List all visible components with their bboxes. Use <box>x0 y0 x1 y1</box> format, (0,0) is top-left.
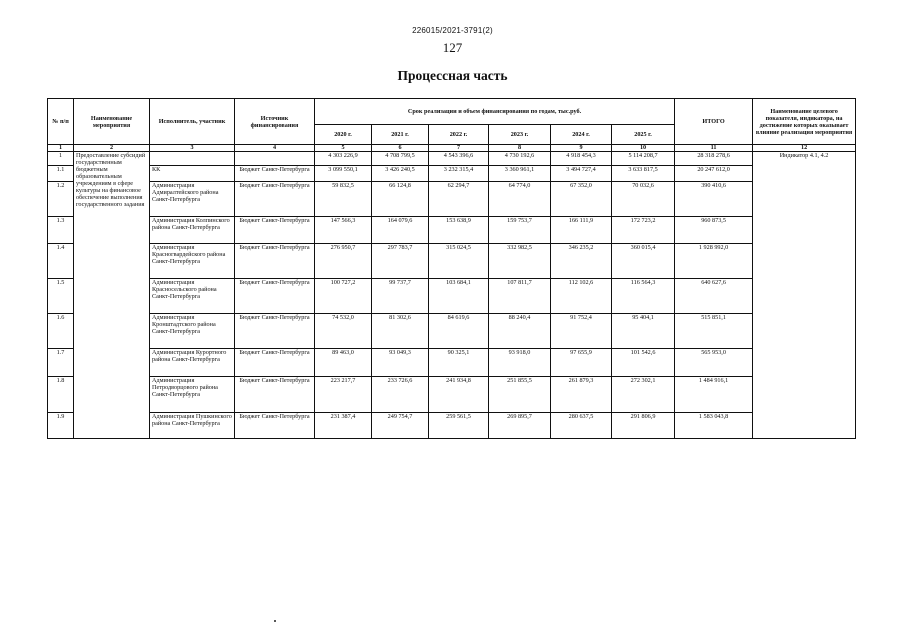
scan-speck <box>274 620 276 622</box>
row-executor: Администрация Адмиралтейского района Санкт-Петербурга <box>150 182 235 217</box>
value-total: 1 928 992,0 <box>675 244 753 279</box>
row-executor: Администрация Пушкинского района Санкт-Петербурга <box>150 413 235 439</box>
column-number: 4 <box>235 145 315 152</box>
row-executor: Администрация Колпинского района Санкт-Петербурга <box>150 217 235 244</box>
header-num: № п/п <box>48 99 74 145</box>
column-number: 6 <box>372 145 429 152</box>
row-number: 1.7 <box>48 349 74 377</box>
value-2020: 74 532,0 <box>315 314 372 349</box>
row-number: 1.1 <box>48 166 74 182</box>
value-2024: 3 494 727,4 <box>551 166 612 182</box>
value-2020: 231 387,4 <box>315 413 372 439</box>
value-2020: 4 303 226,9 <box>315 152 372 166</box>
row-source: Бюджет Санкт-Петербурга <box>235 349 315 377</box>
value-2020: 147 566,3 <box>315 217 372 244</box>
header-total: ИТОГО <box>675 99 753 145</box>
value-2025: 172 723,2 <box>612 217 675 244</box>
value-2020: 3 099 550,1 <box>315 166 372 182</box>
value-2023: 4 730 192,6 <box>489 152 551 166</box>
header-year: 2022 г. <box>429 125 489 145</box>
financing-table <box>47 98 856 439</box>
value-2024: 91 752,4 <box>551 314 612 349</box>
page-title: Процессная часть <box>397 68 508 83</box>
value-2025: 116 564,3 <box>612 279 675 314</box>
value-2021: 4 708 799,5 <box>372 152 429 166</box>
value-2025: 101 542,6 <box>612 349 675 377</box>
column-number: 5 <box>315 145 372 152</box>
value-2020: 223 217,7 <box>315 377 372 413</box>
value-2022: 4 543 396,6 <box>429 152 489 166</box>
row-source <box>235 152 315 166</box>
row-executor <box>150 152 235 166</box>
value-2021: 3 426 240,5 <box>372 166 429 182</box>
value-2025: 272 302,1 <box>612 377 675 413</box>
table-row <box>48 244 856 279</box>
value-2023: 269 895,7 <box>489 413 551 439</box>
header-period-group: Срок реализации и объем финансирования по годам, тыс.руб. <box>315 99 675 125</box>
value-total: 1 583 043,8 <box>675 413 753 439</box>
table-row <box>48 182 856 217</box>
row-source: Бюджет Санкт-Петербурга <box>235 279 315 314</box>
value-2022: 103 684,1 <box>429 279 489 314</box>
value-2023: 93 918,0 <box>489 349 551 377</box>
value-2025: 291 806,9 <box>612 413 675 439</box>
header-year: 2023 г. <box>489 125 551 145</box>
value-2020: 89 463,0 <box>315 349 372 377</box>
row-number: 1.4 <box>48 244 74 279</box>
value-2020: 59 832,5 <box>315 182 372 217</box>
value-2024: 97 655,9 <box>551 349 612 377</box>
table-row <box>48 349 856 377</box>
value-2025: 3 633 817,5 <box>612 166 675 182</box>
value-2022: 153 638,9 <box>429 217 489 244</box>
row-number: 1.6 <box>48 314 74 349</box>
column-number: 11 <box>675 145 753 152</box>
value-total: 515 851,1 <box>675 314 753 349</box>
value-2022: 84 619,6 <box>429 314 489 349</box>
indicator-cell: Индикатор 4.1, 4.2 <box>753 152 856 439</box>
value-2021: 66 124,8 <box>372 182 429 217</box>
value-total: 28 318 278,6 <box>675 152 753 166</box>
page-number: 127 <box>442 40 463 55</box>
value-2022: 259 561,5 <box>429 413 489 439</box>
value-2021: 233 726,6 <box>372 377 429 413</box>
table-row <box>48 314 856 349</box>
value-2023: 3 360 961,1 <box>489 166 551 182</box>
value-2023: 251 855,5 <box>489 377 551 413</box>
value-2022: 315 024,5 <box>429 244 489 279</box>
row-executor: Администрация Петродворцового района Санкт-Петербурга <box>150 377 235 413</box>
value-2020: 100 727,2 <box>315 279 372 314</box>
value-2022: 90 325,1 <box>429 349 489 377</box>
row-executor: КК <box>150 166 235 182</box>
header-executor: Исполнитель, участник <box>150 99 235 145</box>
value-total: 565 953,0 <box>675 349 753 377</box>
value-2021: 93 049,3 <box>372 349 429 377</box>
header-year: 2025 г. <box>612 125 675 145</box>
value-2020: 276 950,7 <box>315 244 372 279</box>
value-2025: 70 032,6 <box>612 182 675 217</box>
row-executor: Администрация Кронштадтского района Санкт-Петербурга <box>150 314 235 349</box>
value-2023: 107 811,7 <box>489 279 551 314</box>
row-source: Бюджет Санкт-Петербурга <box>235 377 315 413</box>
row-executor: Администрация Красносельского района Санкт-Петербурга <box>150 279 235 314</box>
value-2023: 64 774,0 <box>489 182 551 217</box>
column-number: 7 <box>429 145 489 152</box>
column-number: 1 <box>48 145 74 152</box>
row-source: Бюджет Санкт-Петербурга <box>235 244 315 279</box>
row-executor: Администрация Курортного района Санкт-Петербурга <box>150 349 235 377</box>
value-2024: 261 879,3 <box>551 377 612 413</box>
value-2024: 166 111,9 <box>551 217 612 244</box>
table-row <box>48 217 856 244</box>
value-2024: 4 918 454,3 <box>551 152 612 166</box>
row-number: 1.8 <box>48 377 74 413</box>
value-2024: 346 235,2 <box>551 244 612 279</box>
header-year: 2020 г. <box>315 125 372 145</box>
value-2024: 280 637,5 <box>551 413 612 439</box>
value-2025: 95 404,1 <box>612 314 675 349</box>
header-indicator: Наименование целевого показателя, индикатора, на достижение которых оказывает влияние реализация мероприятия <box>753 99 856 145</box>
table-row <box>48 279 856 314</box>
column-number: 3 <box>150 145 235 152</box>
row-number: 1.5 <box>48 279 74 314</box>
column-number: 10 <box>612 145 675 152</box>
value-2022: 62 294,7 <box>429 182 489 217</box>
value-2024: 112 102,6 <box>551 279 612 314</box>
column-numbers-row <box>48 145 856 152</box>
value-2023: 159 753,7 <box>489 217 551 244</box>
value-2021: 297 783,7 <box>372 244 429 279</box>
value-2023: 88 240,4 <box>489 314 551 349</box>
value-total: 1 484 916,1 <box>675 377 753 413</box>
table-row <box>48 152 856 166</box>
row-executor: Администрация Красногвардейского района Санкт-Петербурга <box>150 244 235 279</box>
value-total: 390 410,6 <box>675 182 753 217</box>
value-2022: 3 232 315,4 <box>429 166 489 182</box>
header-measure: Наименование мероприятия <box>74 99 150 145</box>
row-number: 1 <box>48 152 74 166</box>
value-2021: 164 079,6 <box>372 217 429 244</box>
column-number: 12 <box>753 145 856 152</box>
value-total: 640 627,6 <box>675 279 753 314</box>
row-source: Бюджет Санкт-Петербурга <box>235 413 315 439</box>
value-2024: 67 352,0 <box>551 182 612 217</box>
value-2021: 249 754,7 <box>372 413 429 439</box>
header-source: Источник финансирования <box>235 99 315 145</box>
value-total: 20 247 612,0 <box>675 166 753 182</box>
row-number: 1.9 <box>48 413 74 439</box>
row-source: Бюджет Санкт-Петербурга <box>235 182 315 217</box>
column-number: 8 <box>489 145 551 152</box>
table-row <box>48 413 856 439</box>
document-number: 226015/2021-3791(2) <box>412 26 493 35</box>
value-total: 960 873,5 <box>675 217 753 244</box>
measure-name: Предоставление субсидий государственным бюджетным образовательным учреждениям в сфере культуры на финансовое обеспечение выполнения государственного задания <box>74 152 150 439</box>
value-2022: 241 934,8 <box>429 377 489 413</box>
row-number: 1.3 <box>48 217 74 244</box>
row-source: Бюджет Санкт-Петербурга <box>235 166 315 182</box>
column-number: 9 <box>551 145 612 152</box>
value-2025: 360 015,4 <box>612 244 675 279</box>
row-source: Бюджет Санкт-Петербурга <box>235 314 315 349</box>
value-2023: 332 982,5 <box>489 244 551 279</box>
row-number: 1.2 <box>48 182 74 217</box>
column-number: 2 <box>74 145 150 152</box>
table-row <box>48 166 856 182</box>
header-year: 2021 г. <box>372 125 429 145</box>
value-2021: 99 737,7 <box>372 279 429 314</box>
table-row <box>48 377 856 413</box>
value-2021: 81 302,6 <box>372 314 429 349</box>
header-year: 2024 г. <box>551 125 612 145</box>
row-source: Бюджет Санкт-Петербурга <box>235 217 315 244</box>
value-2025: 5 114 208,7 <box>612 152 675 166</box>
